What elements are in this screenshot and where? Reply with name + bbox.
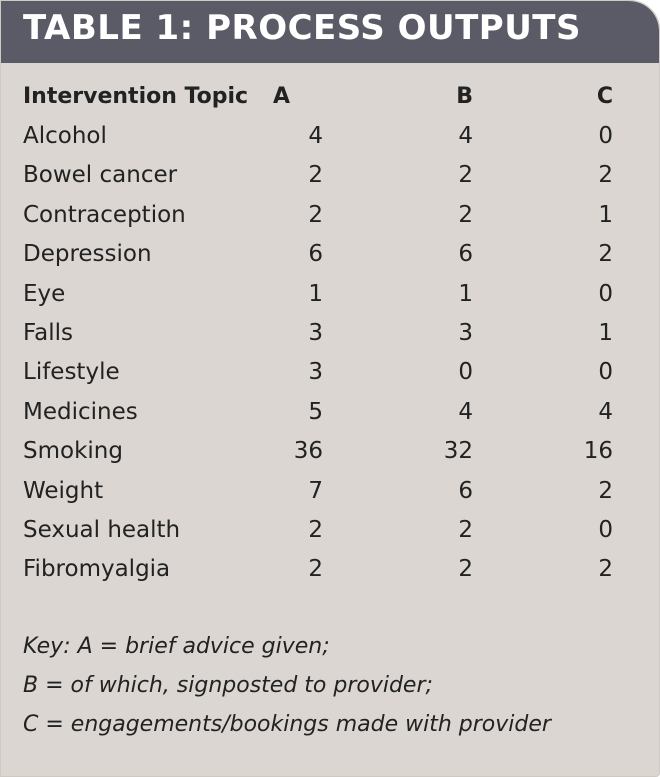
a-cell: 36 [293, 438, 323, 465]
table-row [23, 471, 613, 510]
b-cell: 1 [458, 280, 473, 307]
table-row [23, 195, 613, 234]
topic-cell: Medicines [23, 398, 138, 425]
b-cell: 2 [458, 201, 473, 228]
table-row [23, 550, 613, 589]
b-cell: 4 [458, 123, 473, 150]
a-cell: 2 [308, 516, 323, 543]
c-cell: 4 [598, 398, 613, 425]
c-cell: 2 [598, 477, 613, 504]
header-a: A [273, 84, 291, 110]
key-line-a: Key: A = brief advice given; [23, 634, 330, 659]
key-line-b: B = of which, signposted to provider; [23, 673, 433, 698]
table-row [23, 274, 613, 313]
topic-cell: Weight [23, 477, 104, 504]
table-row [23, 235, 613, 274]
c-cell: 0 [598, 359, 613, 386]
header-c: C [596, 84, 613, 110]
topic-cell: Falls [23, 320, 73, 347]
c-cell: 16 [583, 438, 613, 465]
c-cell: 0 [598, 280, 613, 307]
table-row [23, 353, 613, 392]
b-cell: 4 [458, 398, 473, 425]
topic-cell: Alcohol [23, 123, 107, 150]
c-cell: 2 [598, 162, 613, 189]
table-row [23, 116, 613, 155]
topic-cell: Depression [23, 241, 152, 268]
table-row [23, 510, 613, 549]
a-cell: 5 [308, 398, 323, 425]
b-cell: 0 [458, 359, 473, 386]
b-cell: 2 [458, 516, 473, 543]
title-bar [1, 1, 659, 63]
a-cell: 6 [308, 241, 323, 268]
a-cell: 4 [308, 123, 323, 150]
a-cell: 2 [308, 162, 323, 189]
b-cell: 6 [458, 241, 473, 268]
b-cell: 2 [458, 162, 473, 189]
table-row [23, 156, 613, 195]
a-cell: 3 [308, 320, 323, 347]
a-cell: 2 [308, 201, 323, 228]
c-cell: 1 [598, 320, 613, 347]
c-cell: 2 [598, 556, 613, 583]
process-outputs-table [23, 77, 613, 589]
topic-cell: Fibromyalgia [23, 556, 171, 583]
c-cell: 0 [598, 123, 613, 150]
a-cell: 1 [308, 280, 323, 307]
a-cell: 2 [308, 556, 323, 583]
topic-cell: Smoking [23, 438, 123, 465]
b-cell: 32 [443, 438, 473, 465]
key-line-c: C = engagements/bookings made with provider [23, 712, 551, 737]
c-cell: 2 [598, 241, 613, 268]
a-cell: 3 [308, 359, 323, 386]
b-cell: 2 [458, 556, 473, 583]
c-cell: 1 [598, 201, 613, 228]
topic-cell: Bowel cancer [23, 162, 178, 189]
a-cell: 7 [308, 477, 323, 504]
table-row [23, 392, 613, 431]
topic-cell: Contraception [23, 201, 186, 228]
table-row [23, 313, 613, 352]
topic-cell: Sexual health [23, 516, 181, 543]
b-cell: 3 [458, 320, 473, 347]
header-intervention-topic: Intervention Topic [23, 84, 249, 110]
header-b: B [456, 84, 473, 110]
c-cell: 0 [598, 516, 613, 543]
table-title: TABLE 1: PROCESS OUTPUTS [23, 8, 581, 48]
table-key [23, 627, 551, 744]
table-header-row [23, 77, 613, 116]
topic-cell: Eye [23, 280, 66, 307]
b-cell: 6 [458, 477, 473, 504]
table-row [23, 432, 613, 471]
topic-cell: Lifestyle [23, 359, 120, 386]
